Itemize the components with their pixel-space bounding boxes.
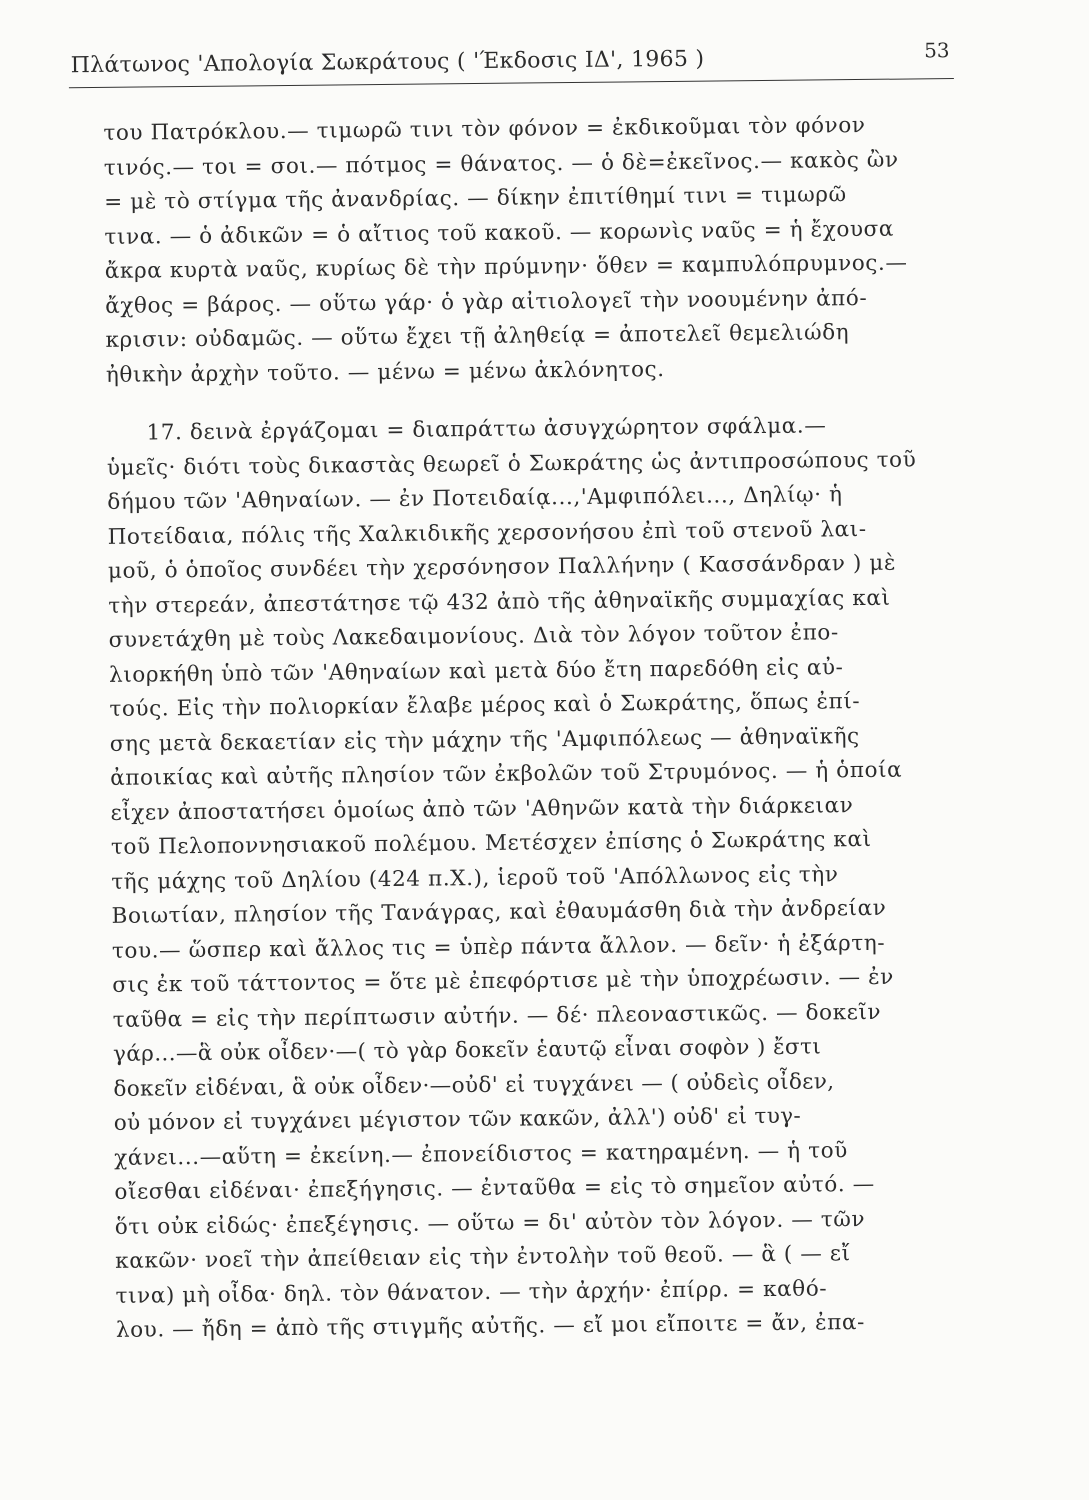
text-line: σης μετὰ δεκαετίαν εἰς τὴν μάχην τῆς 'Αμφιπόλεως — ἀθηναϊκῆς	[109, 723, 860, 757]
text-line: δήμου τῶν 'Αθηναίων. — ἐν Ποτειδαίᾳ...,'Αμφιπόλει..., Δηλίῳ· ἡ	[107, 482, 843, 515]
text-line: ταῦθα = εἰς τὴν περίπτωσιν αὐτήν. — δέ· πλεοναστικῶς. — δοκεῖν	[112, 999, 882, 1033]
text-line: τινα) μὴ οἶδα· δηλ. τὸν θάνατον. — τὴν ἀρχήν· ἐπίρρ. = καθό-	[115, 1275, 828, 1309]
text-line: Ποτείδαια, πόλις τῆς Χαλκιδικῆς χερσονήσου ἐπὶ τοῦ στενοῦ λαι-	[107, 516, 867, 550]
text-line: οὐ μόνον εἰ τυγχάνει μέγιστον τῶν κακῶν, ἀλλ') οὐδ' εἰ τυγ-	[113, 1103, 802, 1136]
paragraph-2	[106, 408, 990, 1349]
running-header	[68, 38, 953, 88]
text-line: κακῶν· νοεῖ τὴν ἀπείθειαν εἰς τὴν ἐντολὴν τοῦ θεοῦ. — ἃ ( — εἴ	[115, 1241, 851, 1274]
text-line: χάνει...—αὕτη = ἐκείνη.— ἐπονείδιστος = κατηραμένη. — ἡ τοῦ	[114, 1137, 848, 1171]
body-text	[103, 108, 990, 1349]
text-line: ὅτι οὐκ εἰδώς· ἐπεξέγησις. — οὕτω = δι' αὐτὸν τὸν λόγον. — τῶν	[114, 1206, 866, 1240]
text-line: λιορκήθη ὑπὸ τῶν 'Αθηναίων καὶ μετὰ δύο ἔτη παρεδόθη εἰς αὐ-	[108, 654, 844, 688]
text-line: ὑμεῖς· διότι τοὺς δικαστὰς θεωρεῖ ὁ Σωκράτης ὡς ἀντιπροσώπους τοῦ	[106, 446, 917, 481]
text-line: ἀποικίας καὶ αὐτῆς πλησίον τῶν ἐκβολῶν τοῦ Στρυμόνος. — ἡ ὁποία	[110, 757, 903, 791]
text-line: τινός.— τοι = σοι.— πότμος = θάνατος. — ὁ δὲ=ἐκεῖνος.— κακὸς ὢν	[103, 147, 899, 181]
text-line: συνετάχθη μὲ τοὺς Λακεδαιμονίους. Διὰ τὸν λόγον τοῦτον ἐπο-	[108, 620, 839, 653]
page-number: 53	[923, 38, 950, 63]
text-line: τοῦ Πελοποννησιακοῦ πολέμου. Μετέσχεν ἐπίσης ὁ Σωκράτης καὶ	[110, 826, 872, 860]
text-line: μοῦ, ὁ ὁποῖος συνδέει τὴν χερσόνησον Παλλήνην ( Κασσάνδραν ) μὲ	[107, 550, 897, 584]
text-line: τινα. — ὁ ἀδικῶν = ὁ αἴτιος τοῦ κακοῦ. — κορωνὶς ναῦς = ἡ ἔχουσα	[104, 216, 895, 250]
text-line: κρισιν: οὐδαμῶς. — οὕτω ἔχει τῇ ἀληθείᾳ = ἀποτελεῖ θεμελιώδη	[105, 320, 850, 353]
text-line: λου. — ἤδη = ἀπὸ τῆς στιγμῆς αὐτῆς. — εἴ μοι εἴποιτε = ἄν, ἐπα-	[115, 1310, 866, 1343]
text-line: Βοιωτίαν, πλησίον τῆς Τανάγρας, καὶ ἐθαυμάσθη διὰ τὴν ἀνδρείαν	[111, 895, 887, 929]
section-17-heading-line: 17. δεινὰ ἐργάζομαι = διαπράττω ἀσυγχώρητον σφάλμα.—	[146, 413, 827, 446]
text-line: = μὲ τὸ στίγμα τῆς ἀνανδρίας. — δίκην ἐπιτίθημί τινι = τιμωρῶ	[103, 182, 847, 215]
header-title: Πλάτωνος 'Απολογία Σωκράτους ( 'Έκδοσις ΙΔ', 1965 )	[70, 46, 705, 79]
text-line: δοκεῖν εἰδέναι, ἃ οὐκ οἶδεν·—οὐδ' εἰ τυγχάνει — ( οὐδεὶς οἶδεν,	[113, 1068, 835, 1102]
text-line: ἠθικὴν ἀρχὴν τοῦτο. — μένω = μένω ἀκλόνητος.	[105, 356, 665, 388]
text-line: οἴεσθαι εἰδέναι· ἐπεξήγησις. — ἐνταῦθα = εἰς τὸ σημεῖον αὐτό. —	[114, 1171, 875, 1205]
paragraph-1	[103, 108, 980, 393]
text-line: γάρ...—ἃ οὐκ οἶδεν·—( τὸ γὰρ δοκεῖν ἑαυτῷ εἶναι σοφὸν ) ἔστι	[112, 1034, 822, 1067]
text-line: τὴν στερεάν, ἀπεστάτησε τῷ 432 ἀπὸ τῆς ἀθηναϊκῆς συμμαχίας καὶ	[108, 585, 891, 619]
text-line: του.— ὥσπερ καὶ ἄλλος τις = ὑπὲρ πάντα ἄλλον. — δεῖν· ἡ ἐξάρτη-	[111, 930, 886, 964]
text-line: ἄκρα κυρτὰ ναῦς, κυρίως δὲ τὴν πρύμνην· ὅθεν = καμπυλόπρυμνος.—	[104, 250, 908, 284]
text-line: σις ἐκ τοῦ τάττοντος = ὅτε μὲ ἐπεφόρτισε μὲ τὴν ὑποχρέωσιν. — ἐν	[112, 964, 894, 998]
text-line: τούς. Εἰς τὴν πολιορκίαν ἔλαβε μέρος καὶ ὁ Σωκράτης, ὅπως ἐπί-	[109, 689, 861, 722]
text-line: ἄχθος = βάρος. — οὕτω γάρ· ὁ γὰρ αἰτιολογεῖ τὴν νοουμένην ἀπό-	[105, 285, 868, 319]
text-line: του Πατρόκλου.— τιμωρῶ τινι τὸν φόνον = ἐκδικοῦμαι τὸν φόνον	[103, 112, 866, 146]
text-line: τῆς μάχης τοῦ Δηλίου (424 π.Χ.), ἱεροῦ τοῦ 'Απόλλωνος εἰς τὴν	[111, 861, 839, 895]
text-line: εἶχεν ἀποστατήσει ὁμοίως ἀπὸ τῶν 'Αθηνῶν κατὰ τὴν διάρκειαν	[110, 792, 854, 826]
